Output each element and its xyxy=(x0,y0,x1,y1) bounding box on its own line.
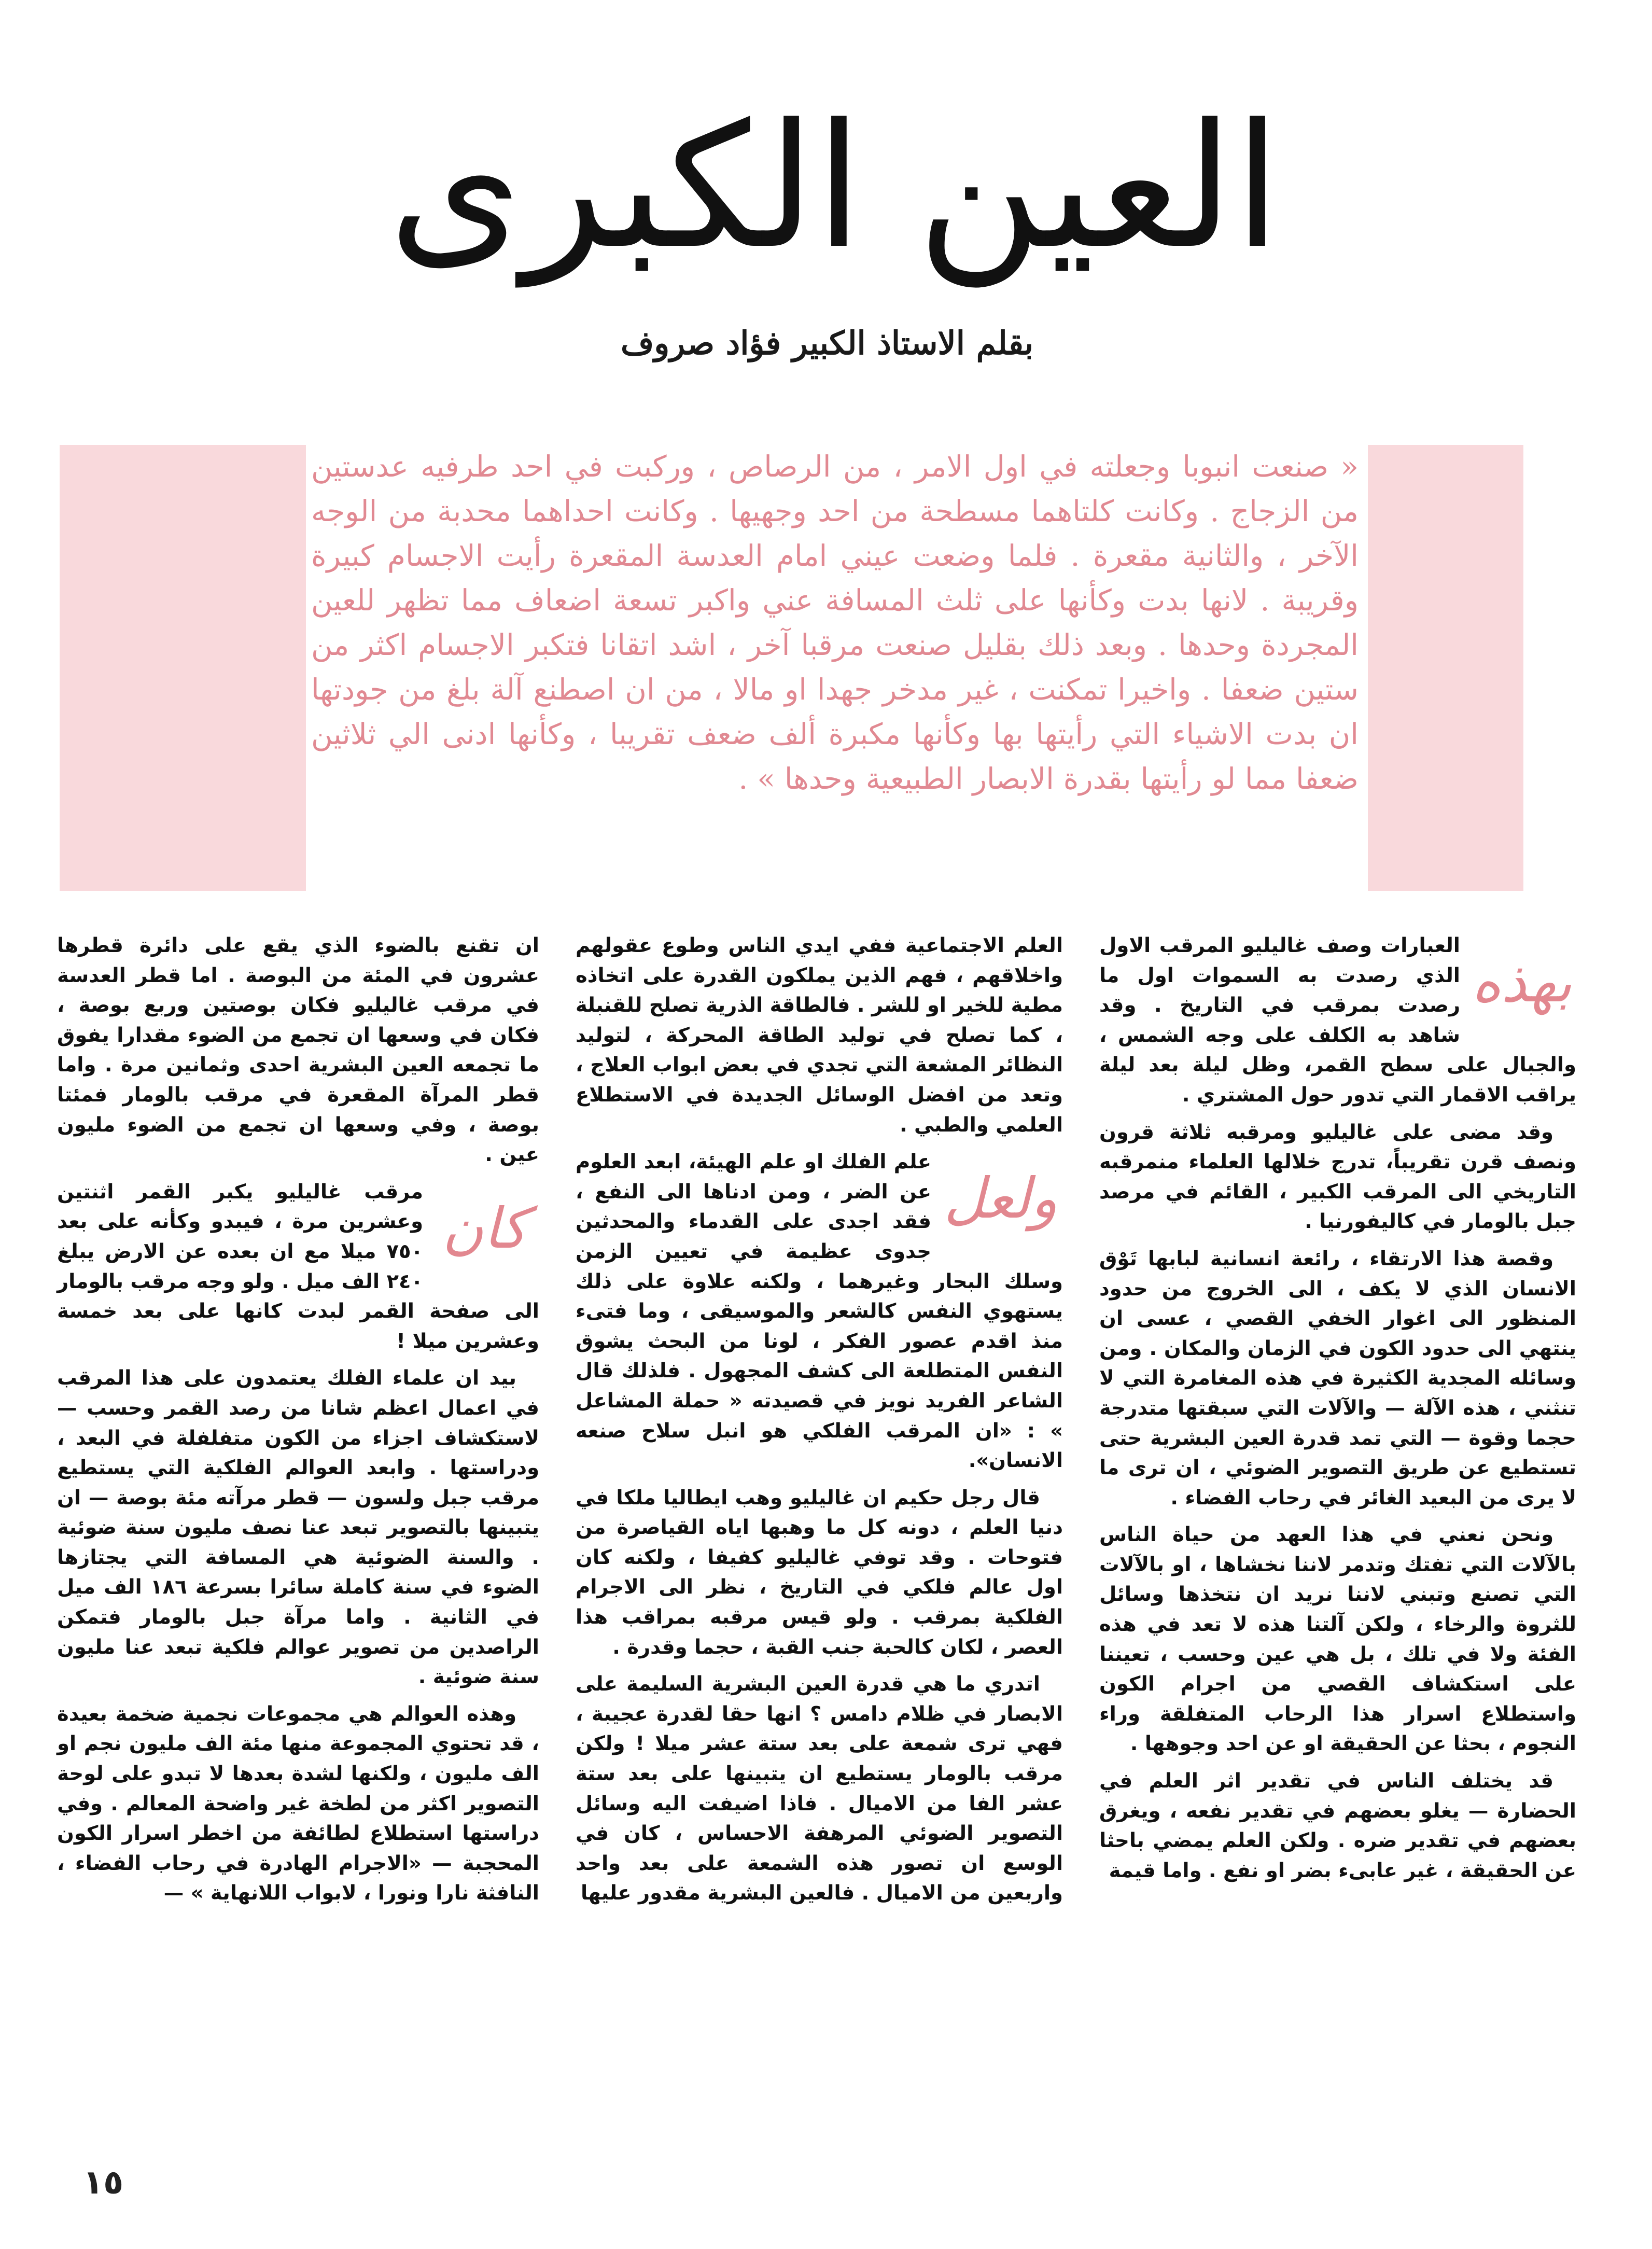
paragraph: وقصة هذا الارتقاء ، رائعة انسانية لبابها تَوْق الانسان الذي لا يكف ، الى الخروج من حدود المنظور الى اغوار الخفي القصي ، عسى ان ينتهي الى حدود الكون في الزمان والمكان . ومن وسائله المجدية الكثيرة في هذه المغامرة التي لا تنثني ، هذه الآلة — والآلات التي سبقتها متدرجة حجما وقوة — التي تمد قدرة العين البشرية حتى تستطيع عن طريق التصوير الضوئي ، ان ترى ما لا يرى من البعيد الغائر في رحاب الفضاء . xyxy=(1099,1247,1576,1510)
paragraph: وقد مضى على غاليليو ومرقبه ثلاثة قرون ونصف قرن تقريباً، تدرج خلالها العلماء منمرقبه التاريخي الى المرقب الكبير ، القائم في مرصد جبل بالومار في كاليفورنيا . xyxy=(1099,1120,1576,1234)
lead-word: كان xyxy=(442,1196,527,1261)
paragraph: اتدري ما هي قدرة العين البشرية السليمة على الابصار في ظلام دامس ؟ انها حقا لقدرة عجيبة ، فهي ترى شمعة على بعد ستة عشر ميلا ! ولكن مرقب بالومار يستطيع ان يتبينها على بعد ستة عشر الفا من الاميال . فاذا اضيفت اليه وسائل التصوير الضوئي المرهفة الاحساس ، كان في الوسع ان تصور هذه الشمعة على بعد واحد واربعين من الاميال . فالعين البشرية مقدور عليها xyxy=(576,1672,1063,1905)
lead-word: بهذه xyxy=(1472,950,1572,1015)
paragraph: العبارات وصف غاليليو المرقب الاول الذي رصدت به السموات اول ما رصدت بمرقب في التاريخ . وقد شاهد به الكلف على وجه الشمس ، والجبال على سطح القمر، وظل ليلة بعد ليلة يراقب الاقمار التي تدور حول المشتري . xyxy=(1099,934,1576,1107)
article-byline: بقلم الاستاذ الكبير فؤاد صروف xyxy=(620,324,1034,362)
quote-band-left xyxy=(60,445,306,891)
paragraph: العلم الاجتماعية ففي ايدي الناس وطوع عقولهم واخلاقهم ، فهم الذين يملكون القدرة على اتخاذه مطية للخير او للشر . فالطاقة الذرية تصلح للقنبلة ، كما تصلح في توليد الطاقة المحركة ، لتوليد النظائر المشعة التي تجدي في بعض ابواب العلاج ، وتعد من افضل الوسائل الجديدة في الاستطلاع العلمي والطبي . xyxy=(576,934,1063,1137)
paragraph: ونحن نعني في هذا العهد من حياة الناس بالآلات التي تفتك وتدمر لاننا نخشاها ، او بالآلات التي تصنع وتبني لاننا نريد ان نتخذها وسائل للثروة والرخاء ، ولكن آلتنا هذه لا تعد في هذه الفئة ولا في تلك ، بل هي عين وحسب ، تعيننا على استكشاف القصي من اجرام الكون واستطلاع اسرار هذا الرحاب المتفلقة وراء النجوم ، بحثا عن الحقيقة او عن احد وجوهها . xyxy=(1099,1523,1576,1756)
paragraph: بيد ان علماء الفلك يعتمدون على هذا المرقب في اعمال اعظم شانا من رصد القمر وحسب — لاستكشاف اجزاء من الكون متفلفلة في البعد ، ودراستها . وابعد العوالم الفلكية التي يستطيع مرقب جبل ولسون — قطر مرآته مئة بوصة — ان يتبينها بالتصوير تبعد عنا نصف مليون سنة ضوئية . والسنة الضوئية هي المسافة التي يجتازها الضوء في سنة كاملة سائرا بسرعة ١٨٦ الف ميل في الثانية . واما مرآة جبل بالومار فتمكن الراصدين من تصوير عوالم فلكية تبعد عنا مليون سنة ضوئية . xyxy=(57,1366,539,1689)
article-column-1 xyxy=(1099,931,1576,1893)
quote-band-right xyxy=(1368,445,1523,891)
article-column-3 xyxy=(57,931,539,1916)
paragraph: مرقب غاليليو يكبر القمر اثنتين وعشرين مرة ، فيبدو وكأنه على بعد ٧٥٠ ميلا مع ان بعده عن الارض يبلغ ٢٤٠ الف ميل . ولو وجه مرقب بالومار الى صفحة القمر لبدت كانها على بعد خمسة وعشرين ميلا ! xyxy=(57,1180,539,1353)
page-number: ١٥ xyxy=(83,2163,124,2202)
paragraph: وهذه العوالم هي مجموعات نجمية ضخمة بعيدة ، قد تحتوي المجموعة منها مئة الف مليون نجم او الف مليون ، ولكنها لشدة بعدها لا تبدو على لوحة التصوير اكثر من لطخة غير واضحة المعالم . وفي دراستها استطلاع لطائفة من اخطر اسرار الكون المحجبة — «الاجرام الهادرة في رحاب الفضاء ، النافثة نارا ونورا ، لابواب اللانهاية » — xyxy=(57,1702,539,1905)
galileo-quote: « صنعت انبوبا وجعلته في اول الامر ، من الرصاص ، وركبت في احد طرفيه عدستين من الزجاج . وكانت كلتاهما مسطحة من احد وجهيها . وكانت احداهما محدبة من الوجه الآخر ، والثانية مقعرة . فلما وضعت عيني امام العدسة المقعرة رأيت الاجسام كبيرة وقريبة . لانها بدت وكأنها على ثلث المسافة عني واكبر تسعة اضعاف مما تظهر للعين المجردة وحدها . وبعد ذلك بقليل صنعت مرقبا آخر ، اشد اتقانا فتكبر الاجسام اكثر من ستين ضعفا . واخيرا تمكنت ، غير مدخر جهدا او مالا ، من ان اصطنع آلة بلغ من جودتها ان بدت الاشياء التي رأيتها بها وكأنها مكبرة ألف ضعف تقريبا ، وكأنها ادنى الي ثلاثين ضعفا مما لو رأيتها بقدرة الابصار الطبيعية وحدها » . xyxy=(311,450,1359,796)
paragraph: ان تقنع بالضوء الذي يقع على دائرة قطرها عشرون في المئة من البوصة . اما قطر العدسة في مرقب غاليليو فكان بوصتين وربع بوصة ، فكان في وسعها ان تجمع من الضوء مقدارا يفوق ما تجمعه العين البشرية احدى وثمانين مرة . واما قطر المرآة المقعرة في مرقب بالومار فمئتا بوصة ، وفي وسعها ان تجمع من الضوء مليون عين . xyxy=(57,934,539,1167)
lead-word: ولعل xyxy=(944,1166,1058,1232)
paragraph: قد يختلف الناس في تقدير اثر العلم في الحضارة — يغلو بعضهم في تقدير نفعه ، ويغرق بعضهم في تقدير ضره . ولكن العلم يمضي باحثا عن الحقيقة ، غير عابىء بضر او نفع . واما قيمة xyxy=(1099,1769,1576,1882)
article-title: العين الكبرى xyxy=(388,87,1281,286)
article-column-2 xyxy=(576,931,1063,1916)
paragraph: علم الفلك او علم الهيئة، ابعد العلوم عن الضر ، ومن ادناها الى النفع ، فقد اجدى على القدماء والمحدثين جدوى عظيمة في تعيين الزمن وسلك البحار وغيرهما ، ولكنه علاوة على ذلك يستهوي النفس كالشعر والموسيقى ، وما فتىء منذ اقدم عصور الفكر ، لونا من البحث يشوق النفس المتطلعة الى كشف المجهول . فلذلك قال الشاعر الفريد نويز في قصيدته « حملة المشاعل » : «ان المرقب الفلكي هو انبل سلاح صنعه الانسان». xyxy=(576,1150,1063,1473)
paragraph: قال رجل حكيم ان غاليليو وهب ايطاليا ملكا في دنيا العلم ، دونه كل ما وهبها اياه القياصرة من فتوحات . وقد توفي غاليليو كفيفا ، ولكنه كان اول عالم فلكي في التاريخ ، نظر الى الاجرام الفلكية بمرقب . ولو قيس مرقبه بمراقب هذا العصر ، لكان كالحبة جنب القبة ، حجما وقدرة . xyxy=(576,1486,1063,1659)
